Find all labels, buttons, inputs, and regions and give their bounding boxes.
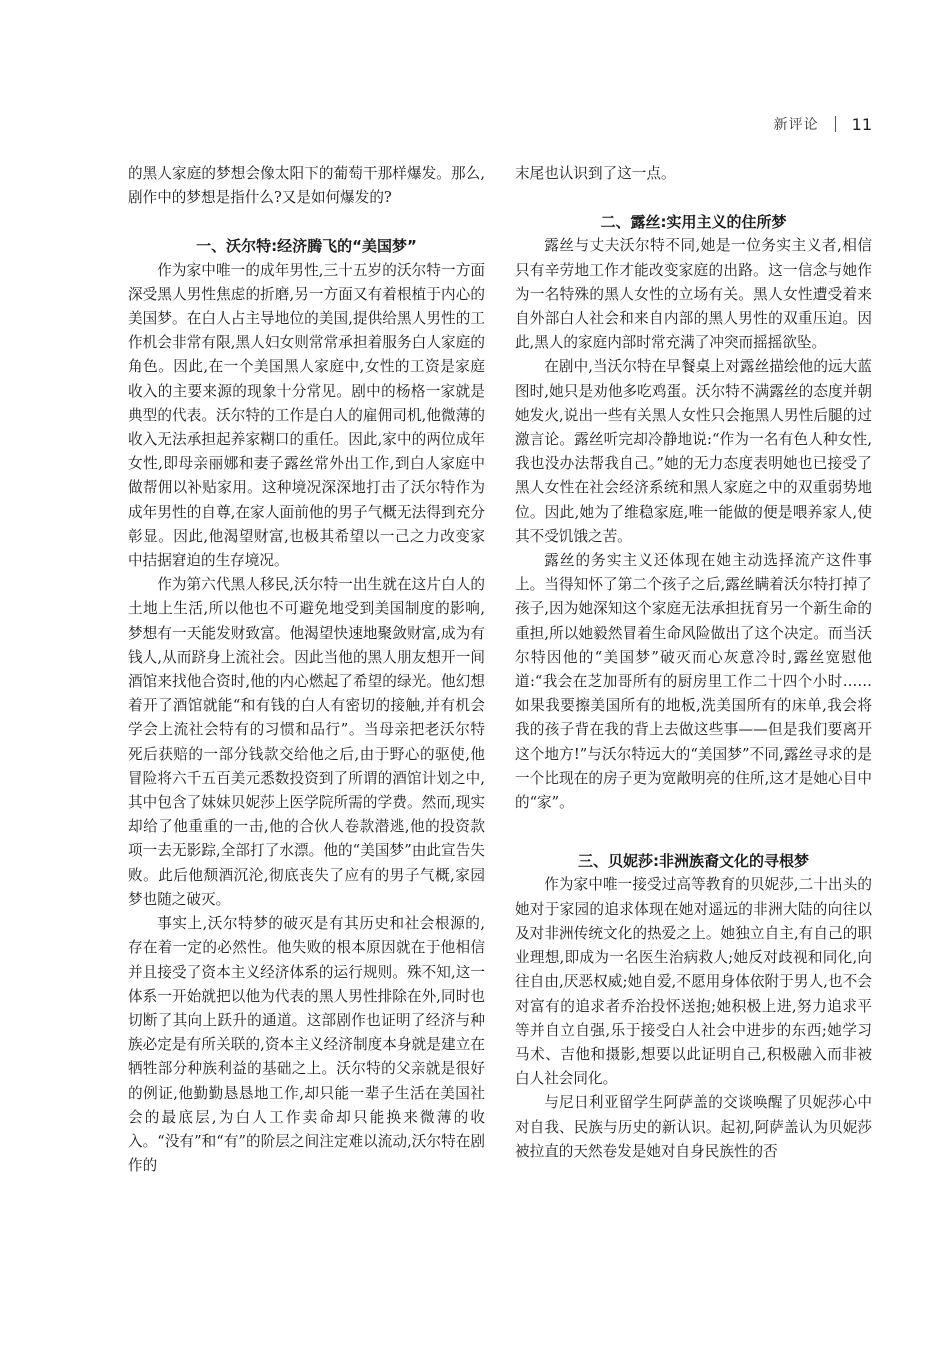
continued-paragraph: 末尾也认识到了这一点。 [515, 165, 676, 182]
section-heading-ruth: 二、露丝:实用主义的住所梦 [600, 213, 787, 232]
journal-section-title: 新评论 [773, 117, 819, 133]
page-number: 11 [851, 114, 872, 134]
paragraph: 事实上,沃尔特梦的破灭是有其历史和社会根源的,存在着一定的必然性。他失败的根本原因就在于他相信并且接受了资本主义经济体系的运行规则。殊不知,这一体系一开始就把以他为代表的黑人男性排除在外,同时也切断了其向上跃升的通道。这部剧作也证明了经济与种族必定是有所关联的,资本主义经济制度本身就是建立在牺牲部分种族利益的基础之上。沃尔特的父亲就是很好的例证,他勤勤恳恳地工作,却只能一辈子生活在美国社会的最底层,为白人工作卖命却只能换来微薄的收入。“没有”和“有”的阶层之间注定难以流动,沃尔特在剧作的 [128, 915, 485, 1175]
paragraph: 作为家中唯一的成年男性,三十五岁的沃尔特一方面深受黑人男性焦虑的折磨,另一方面又有着根植于内心的美国梦。在白人占主导地位的美国,提供给黑人男性的工作机会非常有限,黑人妇女则常常承担着服务白人家庭的角色。因此,在一个美国黑人家庭中,女性的工资是家庭收入的主要来源的现象十分常见。剧中的杨格一家就是典型的代表。沃尔特的工作是白人的雇佣司机,他微薄的收入无法承担起养家糊口的重任。因此,家中的两位成年女性,即母亲丽娜和妻子露丝常外出工作,到白人家庭中做帮佣以补贴家用。这种境况深深地打击了沃尔特作为成年男性的自尊,在家人面前他的男子气概无法得到充分彰显。因此,他渴望财富,也极其希望以一己之力改变家中拮据窘迫的生存境况。 [128, 261, 485, 570]
section-heading-beneatha: 三、贝妮莎:非洲族裔文化的寻根梦 [577, 852, 809, 871]
paragraph: 与尼日利亚留学生阿萨盖的交谈唤醒了贝妮莎心中对自我、民族与历史的新认识。起初,阿萨盖认为贝妮莎被拉直的天然卷发是她对自身民族性的否 [515, 1094, 872, 1160]
right-column [515, 162, 872, 1164]
intro-paragraph: 的黑人家庭的梦想会像太阳下的葡萄干那样爆发。那么,剧作中的梦想是指什么?又是如何爆发的? [128, 165, 485, 207]
header-divider [835, 116, 836, 132]
running-header [774, 114, 872, 134]
left-column [128, 162, 485, 1178]
section-heading-walter: 一、沃尔特:经济腾飞的“美国梦” [196, 237, 417, 256]
paragraph: 露丝与丈夫沃尔特不同,她是一位务实主义者,相信只有辛劳地工作才能改变家庭的出路。这一信念与她作为一名特殊的黑人女性的立场有关。黑人女性遭受着来自外部白人社会和来自内部的黑人男性的双重压迫。因此,黑人的家庭内部时常充满了冲突而摇摇欲坠。 [515, 237, 872, 352]
paragraph: 在剧中,当沃尔特在早餐桌上对露丝描绘他的远大蓝图时,她只是劝他多吃鸡蛋。沃尔特不满露丝的态度并朝她发火,说出一些有关黑人女性只会拖黑人男性后腿的过激言论。露丝听完却冷静地说:“作为一名有色人种女性,我也没办法帮我自己。”她的无力态度表明她也已接受了黑人女性在社会经济系统和黑人家庭之中的双重弱势地位。因此,她为了维稳家庭,唯一能做的便是喂养家人,使其不受饥饿之苦。 [515, 358, 872, 545]
paragraph: 作为家中唯一接受过高等教育的贝妮莎,二十出头的她对于家园的追求体现在她对遥远的非洲大陆的向往以及对非洲传统文化的热爱之上。她独立自主,有自己的职业理想,即成为一名医生治病救人;她反对歧视和同化,向往自由,厌恶权威;她自爱,不愿用身体依附于男人,也不会对富有的追求者乔治投怀送抱;她积极上进,努力追求平等并自立自强,乐于接受白人社会中进步的东西;她学习马术、吉他和摄影,想要以此证明自己,积极融入而非被白人社会同化。 [515, 876, 872, 1088]
paragraph: 作为第六代黑人移民,沃尔特一出生就在这片白人的土地上生活,所以他也不可避免地受到美国制度的影响,梦想有一天能发财致富。他渴望快速地聚敛财富,成为有钱人,从而跻身上流社会。因此当他的黑人朋友想开一间酒馆来找他合资时,他的内心燃起了希望的绿光。他幻想着开了酒馆就能“和有钱的白人有密切的接触,并有机会学会上流社会特有的习惯和品行”。当母亲把老沃尔特死后获赔的一部分钱款交给他之后,由于野心的驱使,他冒险将六千五百美元悉数投资到了所谓的酒馆计划之中,其中包含了妹妹贝妮莎上医学院所需的学费。然而,现实却给了他重重的一击,他的合伙人卷款潜逃,他的投资款项一去无影踪,全部打了水漂。他的“美国梦”由此宣告失败。此后他颓酒沉沦,彻底丧失了应有的男子气概,家园梦也随之破灭。 [128, 576, 485, 908]
paragraph: 露丝的务实主义还体现在她主动选择流产这件事上。当得知怀了第二个孩子之后,露丝瞒着沃尔特打掉了孩子,因为她深知这个家庭无法承担抚育另一个新生命的重担,所以她毅然冒着生命风险做出了这个决定。而当沃尔特因他的“美国梦”破灭而心灰意冷时,露丝宽慰他道:“我会在芝加哥所有的厨房里工作二十四个小时……如果我要擦美国所有的地板,洗美国所有的床单,我会将我的孩子背在我的背上去做这些事——但是我们要离开这个地方!”与沃尔特远大的“美国梦”不同,露丝寻求的是一个比现在的房子更为宽敞明亮的住所,这才是她心目中的“家”。 [515, 552, 872, 812]
